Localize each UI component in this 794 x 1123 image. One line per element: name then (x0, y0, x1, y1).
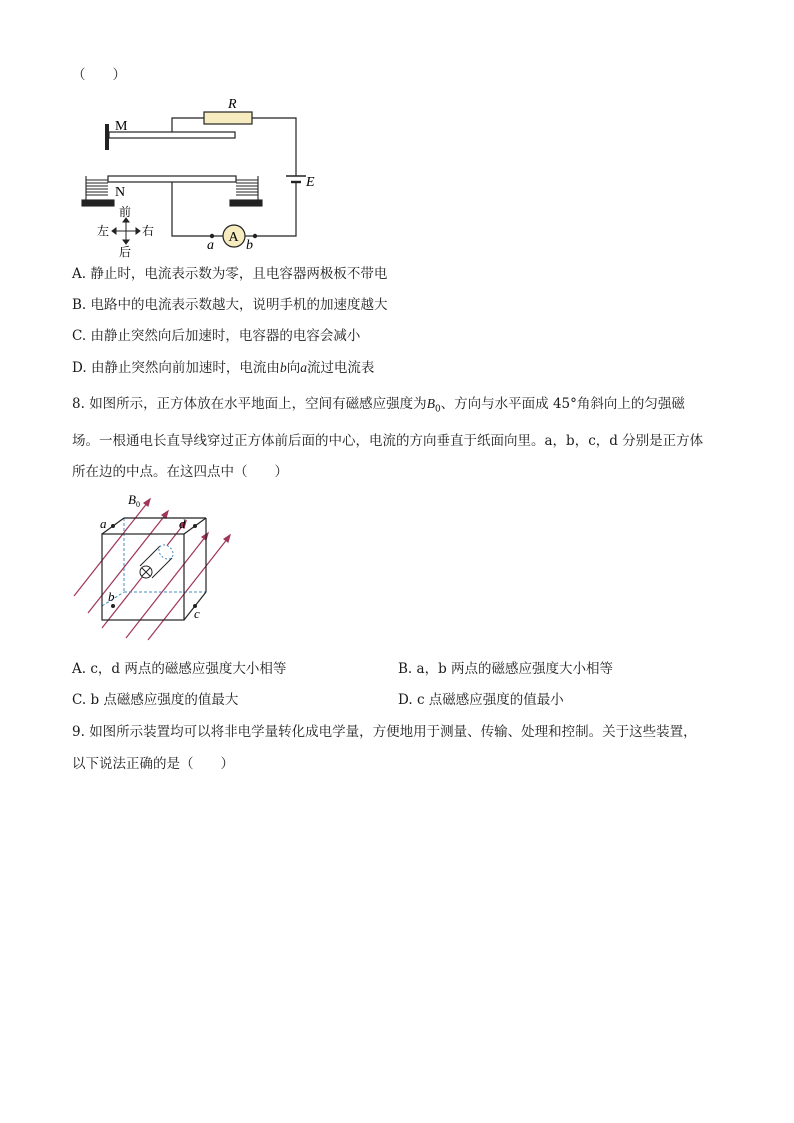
wire-m-r (172, 118, 204, 132)
label-b-point: b (246, 238, 253, 253)
label-d-point: d (179, 516, 186, 531)
q8-option-d: D. c 点磁感应强度的值最小 (398, 692, 564, 708)
q7-option-a: A. 静止时，电流表示数为零，且电容器两极板不带电 (72, 266, 388, 282)
wire-r-e (252, 118, 296, 176)
resistor (204, 112, 252, 124)
point-a (111, 524, 115, 528)
q7-circuit-figure (72, 96, 332, 259)
q8-line3: 所在边的中点。在这四点中（ ） (72, 464, 288, 480)
label-m: M (115, 119, 128, 134)
dir-right: 右 (142, 224, 155, 238)
label-e: E (306, 175, 315, 190)
q9-line1: 9. 如图所示装置均可以将非电学量转化成电学量，方便地用于测量、传输、处理和控制。关于这些装置， (72, 724, 697, 740)
dir-back: 后 (119, 245, 132, 259)
q9-line2: 以下说法正确的是（ ） (72, 756, 234, 772)
q8-option-c: C. b 点磁感应强度的值最大 (72, 692, 239, 708)
point-d (193, 524, 197, 528)
label-b-point: b (108, 589, 115, 604)
q7-option-d: D. 由静止突然向前加速时，电流由b向a流过电流表 (72, 360, 375, 376)
label-a-point: a (207, 238, 214, 253)
q7-option-b: B. 电路中的电流表示数越大，说明手机的加速度越大 (72, 297, 388, 313)
q8-line2: 场。一根通电长直导线穿过正方体前后面的中心，电流的方向垂直于纸面向里。a，b，c，d 分别是正方体 (72, 433, 704, 449)
direction-compass (112, 218, 140, 244)
q8-option-a: A. c，d 两点的磁感应强度大小相等 (72, 661, 287, 677)
wire-n-a (172, 182, 210, 236)
q8-line1: 8. 如图所示，正方体放在水平地面上，空间有磁感应强度为$B_0$、方向与水平面成 45°角斜向上的匀强磁 (72, 396, 685, 415)
current-wire (140, 542, 176, 578)
q8-option-b: B. a，b 两点的磁感应强度大小相等 (398, 661, 613, 677)
wire-e-b (255, 182, 296, 236)
q8-cube-figure (66, 488, 246, 648)
dir-front: 前 (119, 205, 132, 219)
q7-option-c: C. 由静止突然向后加速时，电容器的电容会减小 (72, 328, 361, 344)
label-b0: $B_0$ (128, 492, 140, 509)
q7-paren: （ ） (72, 67, 126, 83)
label-c-point: c (194, 606, 200, 621)
ammeter-label: A (228, 230, 239, 245)
point-b (111, 604, 115, 608)
plate-n (108, 176, 236, 182)
ammeter-b-terminal (253, 234, 257, 238)
dir-left: 左 (97, 224, 110, 238)
label-n: N (115, 185, 126, 200)
label-a-point: a (100, 516, 107, 531)
plate-m (109, 132, 235, 138)
label-r: R (228, 97, 237, 112)
